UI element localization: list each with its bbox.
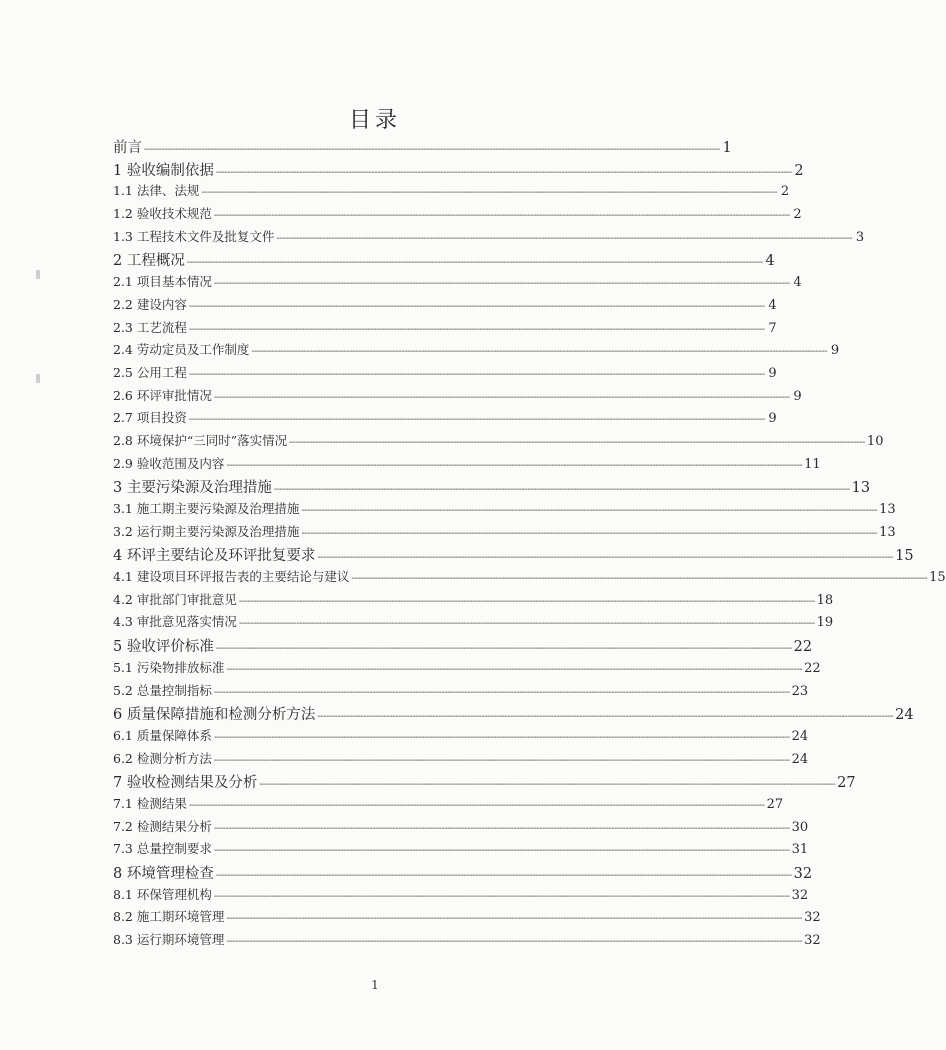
- toc-entry-label: 1.3 工程技术文件及批复文件: [113, 228, 275, 244]
- toc-dot-leader: --------------------------------------------------------------------------------------------------------------------------------------------------------------------------------------------------------: [188, 300, 765, 312]
- toc-entry-label: 2.5 公用工程: [113, 364, 187, 380]
- toc-entry[interactable]: [113, 567, 946, 590]
- toc-dot-leader: --------------------------------------------------------------------------------------------------------------------------------------------------------------------------------------------------------: [213, 845, 790, 857]
- toc-entry[interactable]: [113, 454, 821, 477]
- toc-entry[interactable]: [113, 204, 802, 227]
- toc-dot-leader: --------------------------------------------------------------------------------------------------------------------------------------------------------------------------------------------------------: [273, 484, 850, 496]
- toc-entry[interactable]: [113, 318, 777, 341]
- toc-dot-leader: --------------------------------------------------------------------------------------------------------------------------------------------------------------------------------------------------------: [351, 573, 928, 585]
- toc-entry[interactable]: [113, 930, 821, 953]
- toc-entry-page-number: 22: [804, 660, 821, 676]
- toc-entry[interactable]: [113, 749, 809, 772]
- toc-dot-leader: --------------------------------------------------------------------------------------------------------------------------------------------------------------------------------------------------------: [213, 210, 790, 222]
- toc-entry[interactable]: [113, 476, 871, 499]
- toc-entry-label: 2.4 劳动定员及工作制度: [113, 342, 250, 358]
- toc-entry[interactable]: [113, 839, 809, 862]
- toc-entry[interactable]: [113, 794, 784, 817]
- toc-entry-label: 4 环评主要结论及环评批复要求: [113, 548, 316, 565]
- toc-entry-page-number: 31: [791, 842, 809, 858]
- toc-entry[interactable]: [113, 544, 914, 567]
- toc-entry-page-number: 27: [837, 775, 856, 792]
- scan-mark: [36, 270, 40, 279]
- toc-entry[interactable]: [113, 363, 777, 386]
- toc-entry-label: 5.1 污染物排放标准: [113, 659, 225, 675]
- scan-mark: [36, 374, 40, 383]
- toc-entry-page-number: 22: [793, 639, 813, 656]
- toc-dot-leader: --------------------------------------------------------------------------------------------------------------------------------------------------------------------------------------------------------: [215, 643, 792, 655]
- toc-entry-label: 4.3 审批意见落实情况: [113, 614, 237, 630]
- toc-entry-page-number: 2: [794, 162, 804, 179]
- toc-dot-leader: --------------------------------------------------------------------------------------------------------------------------------------------------------------------------------------------------------: [317, 711, 894, 723]
- toc-entry-page-number: 24: [895, 707, 914, 724]
- toc-entry[interactable]: [113, 431, 884, 454]
- toc-entry-label: 8 环境管理检查: [113, 866, 214, 882]
- toc-entry-page-number: 32: [791, 887, 809, 903]
- toc-entry[interactable]: [113, 635, 813, 658]
- toc-dot-leader: --------------------------------------------------------------------------------------------------------------------------------------------------------------------------------------------------------: [238, 595, 815, 607]
- toc-entry-label: 3.1 施工期主要污染源及治理措施: [113, 501, 300, 516]
- toc-entry-label: 5 验收评价标准: [113, 639, 214, 656]
- toc-entry[interactable]: [113, 249, 775, 272]
- toc-entry-label: 3.2 运行期主要污染源及治理措施: [113, 523, 300, 539]
- toc-entry[interactable]: [113, 817, 809, 840]
- toc-dot-leader: --------------------------------------------------------------------------------------------------------------------------------------------------------------------------------------------------------: [188, 323, 765, 335]
- toc-entry-label: 6.2 检测分析方法: [113, 750, 212, 766]
- toc-entry-page-number: 2: [793, 207, 802, 223]
- toc-entry-label: 5.2 总量控制指标: [113, 682, 212, 698]
- toc-entry-page-number: 24: [791, 751, 809, 767]
- toc-entry[interactable]: [113, 703, 914, 726]
- toc-entry[interactable]: [113, 136, 732, 159]
- toc-dot-leader: --------------------------------------------------------------------------------------------------------------------------------------------------------------------------------------------------------: [251, 346, 828, 358]
- toc-entry[interactable]: [113, 590, 834, 613]
- toc-entry-page-number: 23: [791, 683, 809, 699]
- toc-entry-label: 8.2 施工期环境管理: [113, 909, 225, 925]
- toc-dot-leader: --------------------------------------------------------------------------------------------------------------------------------------------------------------------------------------------------------: [215, 166, 792, 178]
- toc-entry[interactable]: [113, 885, 809, 908]
- toc-entry-page-number: 32: [793, 866, 813, 882]
- toc-title: 目录: [348, 108, 401, 133]
- toc-entry-label: 7.1 检测结果: [113, 795, 187, 811]
- toc-dot-leader: --------------------------------------------------------------------------------------------------------------------------------------------------------------------------------------------------------: [188, 368, 765, 380]
- toc-dot-leader: --------------------------------------------------------------------------------------------------------------------------------------------------------------------------------------------------------: [213, 822, 790, 834]
- toc-entry-page-number: 7: [768, 320, 777, 336]
- toc-entry-page-number: 32: [804, 933, 821, 949]
- toc-entry-label: 4.2 审批部门审批意见: [113, 591, 237, 607]
- toc-entry-page-number: 9: [793, 388, 802, 404]
- toc-entry-page-number: 2: [780, 184, 790, 200]
- toc-dot-leader: --------------------------------------------------------------------------------------------------------------------------------------------------------------------------------------------------------: [188, 414, 765, 426]
- toc-dot-leader: --------------------------------------------------------------------------------------------------------------------------------------------------------------------------------------------------------: [226, 936, 803, 948]
- toc-dot-leader: --------------------------------------------------------------------------------------------------------------------------------------------------------------------------------------------------------: [301, 505, 878, 516]
- toc-dot-leader: --------------------------------------------------------------------------------------------------------------------------------------------------------------------------------------------------------: [289, 436, 865, 448]
- toc-entry-label: 1.1 法律、法规: [113, 183, 200, 199]
- page-number: 1: [371, 978, 379, 992]
- toc-entry-page-number: 30: [791, 819, 809, 835]
- toc-entry-page-number: 19: [816, 615, 834, 631]
- toc-entry-label: 2 工程概况: [113, 253, 185, 270]
- toc-dot-leader: --------------------------------------------------------------------------------------------------------------------------------------------------------------------------------------------------------: [213, 890, 790, 902]
- toc-entry-page-number: 24: [791, 728, 809, 744]
- toc-entry[interactable]: [113, 181, 790, 204]
- toc-entry-page-number: 9: [830, 343, 840, 359]
- toc-entry[interactable]: [113, 681, 809, 704]
- toc-entry-label: 2.6 环评审批情况: [113, 387, 212, 403]
- toc-entry[interactable]: [113, 499, 896, 522]
- toc-dot-leader: --------------------------------------------------------------------------------------------------------------------------------------------------------------------------------------------------------: [188, 799, 765, 811]
- toc-dot-leader: --------------------------------------------------------------------------------------------------------------------------------------------------------------------------------------------------------: [317, 552, 894, 564]
- toc-entry[interactable]: [113, 771, 856, 794]
- toc-entry-label: 2.1 项目基本情况: [113, 274, 212, 290]
- toc-dot-leader: --------------------------------------------------------------------------------------------------------------------------------------------------------------------------------------------------------: [301, 527, 878, 539]
- toc-entry-label: 2.8 环境保护“三同时”落实情况: [113, 432, 288, 448]
- toc-entry[interactable]: [113, 862, 813, 885]
- toc-entry-label: 4.1 建设项目环评报告表的主要结论与建议: [113, 569, 350, 585]
- toc-entry-label: 6.1 质量保障体系: [113, 727, 212, 743]
- toc-dot-leader: --------------------------------------------------------------------------------------------------------------------------------------------------------------------------------------------------------: [276, 232, 853, 244]
- toc-entry[interactable]: [113, 408, 777, 431]
- toc-entry-label: 3 主要污染源及治理措施: [113, 480, 272, 497]
- table-of-contents: [113, 136, 946, 953]
- toc-entry-label: 7 验收检测结果及分析: [113, 775, 258, 792]
- toc-entry-page-number: 27: [766, 796, 784, 812]
- toc-entry[interactable]: [113, 295, 777, 318]
- toc-entry[interactable]: [113, 272, 802, 295]
- toc-entry-page-number: 13: [879, 502, 896, 517]
- toc-dot-leader: --------------------------------------------------------------------------------------------------------------------------------------------------------------------------------------------------------: [186, 257, 763, 269]
- toc-entry-label: 7.2 检测结果分析: [113, 818, 212, 834]
- toc-entry[interactable]: [113, 522, 896, 545]
- toc-entry-page-number: 13: [851, 480, 871, 497]
- toc-dot-leader: --------------------------------------------------------------------------------------------------------------------------------------------------------------------------------------------------------: [226, 913, 803, 925]
- toc-entry-page-number: 4: [765, 253, 775, 270]
- toc-entry[interactable]: [113, 612, 834, 635]
- toc-dot-leader: --------------------------------------------------------------------------------------------------------------------------------------------------------------------------------------------------------: [226, 663, 803, 675]
- toc-dot-leader: --------------------------------------------------------------------------------------------------------------------------------------------------------------------------------------------------------: [213, 686, 790, 698]
- toc-entry-page-number: 3: [855, 229, 865, 245]
- toc-entry-page-number: 10: [866, 433, 884, 449]
- toc-entry-page-number: 11: [804, 456, 821, 472]
- toc-entry-label: 1 验收编制依据: [113, 162, 214, 179]
- toc-dot-leader: --------------------------------------------------------------------------------------------------------------------------------------------------------------------------------------------------------: [144, 144, 720, 155]
- toc-entry-label: 8.1 环保管理机构: [113, 886, 212, 902]
- toc-dot-leader: --------------------------------------------------------------------------------------------------------------------------------------------------------------------------------------------------------: [226, 459, 803, 471]
- toc-entry[interactable]: [113, 340, 840, 363]
- toc-entry-page-number: 18: [816, 592, 834, 608]
- toc-entry-page-number: 9: [768, 365, 777, 381]
- toc-entry[interactable]: [113, 907, 821, 930]
- toc-dot-leader: --------------------------------------------------------------------------------------------------------------------------------------------------------------------------------------------------------: [259, 779, 836, 791]
- toc-entry[interactable]: [113, 726, 809, 749]
- toc-entry-label: 6 质量保障措施和检测分析方法: [113, 707, 316, 724]
- toc-entry-label: 2.7 项目投资: [113, 410, 187, 426]
- toc-entry-page-number: 15: [929, 570, 946, 586]
- toc-entry-label: 1.2 验收技术规范: [113, 206, 212, 222]
- toc-entry[interactable]: [113, 227, 865, 250]
- toc-dot-leader: --------------------------------------------------------------------------------------------------------------------------------------------------------------------------------------------------------: [215, 870, 792, 881]
- toc-dot-leader: --------------------------------------------------------------------------------------------------------------------------------------------------------------------------------------------------------: [201, 187, 778, 199]
- toc-entry-label: 8.3 运行期环境管理: [113, 932, 225, 948]
- toc-entry-label: 前言: [113, 140, 142, 156]
- toc-entry-label: 2.2 建设内容: [113, 296, 187, 312]
- toc-entry-page-number: 15: [895, 548, 914, 565]
- toc-dot-leader: --------------------------------------------------------------------------------------------------------------------------------------------------------------------------------------------------------: [213, 731, 790, 743]
- toc-entry[interactable]: [113, 386, 802, 409]
- toc-entry-page-number: 32: [804, 910, 821, 926]
- toc-entry-label: 2.9 验收范围及内容: [113, 455, 225, 471]
- toc-dot-leader: --------------------------------------------------------------------------------------------------------------------------------------------------------------------------------------------------------: [213, 278, 790, 290]
- toc-entry-page-number: 9: [768, 411, 777, 427]
- toc-dot-leader: --------------------------------------------------------------------------------------------------------------------------------------------------------------------------------------------------------: [213, 391, 790, 403]
- toc-entry-page-number: 1: [722, 140, 732, 156]
- toc-entry-page-number: 4: [768, 297, 777, 313]
- toc-entry[interactable]: [113, 159, 804, 182]
- toc-entry-label: 2.3 工艺流程: [113, 319, 187, 335]
- toc-dot-leader: --------------------------------------------------------------------------------------------------------------------------------------------------------------------------------------------------------: [238, 618, 815, 630]
- toc-entry[interactable]: [113, 658, 821, 681]
- toc-entry-label: 7.3 总量控制要求: [113, 841, 212, 857]
- toc-dot-leader: --------------------------------------------------------------------------------------------------------------------------------------------------------------------------------------------------------: [213, 754, 790, 766]
- toc-entry-page-number: 4: [793, 275, 802, 291]
- toc-entry-page-number: 13: [879, 524, 896, 540]
